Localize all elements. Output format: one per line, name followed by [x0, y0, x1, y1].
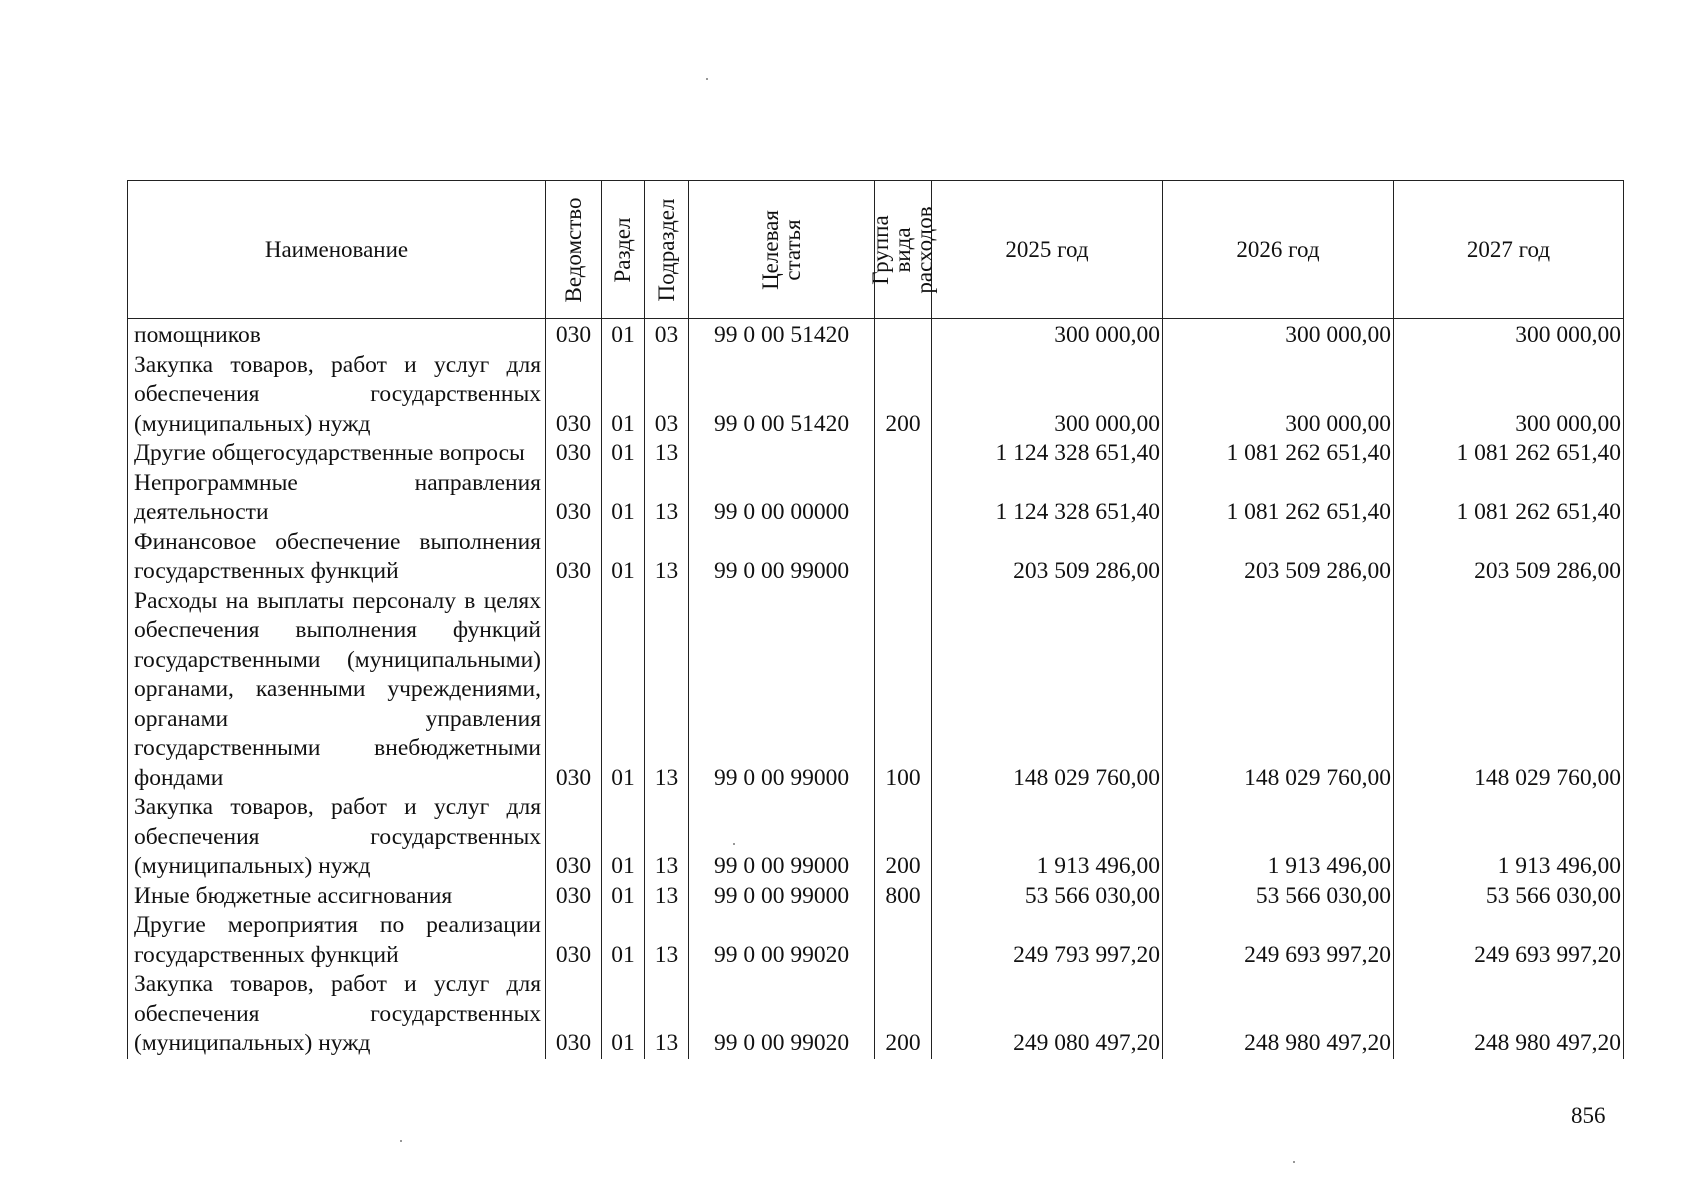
- cell-y2027: 203 509 286,00: [1394, 528, 1624, 587]
- cell-y2025: 148 029 760,00: [932, 587, 1163, 794]
- cell-cel: 99 0 00 99020: [689, 911, 875, 970]
- cell-y2026: 1 081 262 651,40: [1163, 439, 1394, 469]
- cell-name: помощников: [128, 319, 546, 351]
- cell-ved: 030: [546, 351, 602, 440]
- cell-cel: 99 0 00 00000: [689, 469, 875, 528]
- header-name: Наименование: [128, 181, 546, 319]
- cell-y2026: 1 913 496,00: [1163, 793, 1394, 882]
- cell-podr: 13: [645, 439, 689, 469]
- cell-y2026: 248 980 497,20: [1163, 970, 1394, 1059]
- cell-razd: 01: [602, 970, 645, 1059]
- cell-name: Закупка товаров, работ и услуг для обеспечения государственных (муниципальных) нужд: [128, 793, 546, 882]
- cell-grp: 100: [875, 587, 932, 794]
- table-row: [128, 469, 1624, 528]
- cell-ved: 030: [546, 911, 602, 970]
- cell-ved: 030: [546, 793, 602, 882]
- table-row: [128, 587, 1624, 794]
- cell-podr: 03: [645, 319, 689, 351]
- cell-podr: 13: [645, 587, 689, 794]
- cell-podr: 13: [645, 911, 689, 970]
- table-row: [128, 351, 1624, 440]
- cell-name: Другие общегосударственные вопросы: [128, 439, 546, 469]
- table-row: [128, 882, 1624, 912]
- cell-razd: 01: [602, 882, 645, 912]
- cell-cel: 99 0 00 51420: [689, 351, 875, 440]
- table-header-row: [128, 181, 1624, 319]
- page-number: 856: [1571, 1103, 1606, 1128]
- cell-grp: 200: [875, 970, 932, 1059]
- cell-ved: 030: [546, 882, 602, 912]
- cell-podr: 13: [645, 528, 689, 587]
- cell-y2025: 53 566 030,00: [932, 882, 1163, 912]
- cell-ved: 030: [546, 319, 602, 351]
- header-gruppa-vida-rashodov: Группа вида расходов: [875, 181, 932, 319]
- cell-razd: 01: [602, 911, 645, 970]
- table-row: [128, 970, 1624, 1059]
- header-podrazdel: Подраздел: [645, 181, 689, 319]
- cell-name: Закупка товаров, работ и услуг для обеспечения государственных (муниципальных) нужд: [128, 970, 546, 1059]
- cell-razd: 01: [602, 351, 645, 440]
- scan-speck: [733, 843, 735, 845]
- table-body: [128, 319, 1624, 1059]
- cell-name: Другие мероприятия по реализации государственных функций: [128, 911, 546, 970]
- cell-cel: 99 0 00 99000: [689, 587, 875, 794]
- cell-grp: [875, 439, 932, 469]
- cell-y2027: 249 693 997,20: [1394, 911, 1624, 970]
- budget-table: [127, 180, 1624, 1059]
- header-year-2026: 2026 год: [1163, 181, 1394, 319]
- cell-y2026: 148 029 760,00: [1163, 587, 1394, 794]
- cell-razd: 01: [602, 469, 645, 528]
- cell-name: Финансовое обеспечение выполнения государственных функций: [128, 528, 546, 587]
- cell-y2027: 1 081 262 651,40: [1394, 439, 1624, 469]
- scan-speck: [706, 78, 708, 80]
- cell-podr: 13: [645, 970, 689, 1059]
- cell-cel: 99 0 00 51420: [689, 319, 875, 351]
- cell-cel: 99 0 00 99020: [689, 970, 875, 1059]
- table-row: [128, 528, 1624, 587]
- cell-y2025: 1 124 328 651,40: [932, 469, 1163, 528]
- cell-y2026: 300 000,00: [1163, 319, 1394, 351]
- cell-y2025: 300 000,00: [932, 351, 1163, 440]
- budget-table-container: [127, 180, 1623, 1059]
- header-celevaya-statya: Целевая статья: [689, 181, 875, 319]
- cell-grp: [875, 528, 932, 587]
- cell-y2025: 249 080 497,20: [932, 970, 1163, 1059]
- cell-ved: 030: [546, 970, 602, 1059]
- cell-cel: 99 0 00 99000: [689, 793, 875, 882]
- cell-y2027: 53 566 030,00: [1394, 882, 1624, 912]
- cell-podr: 03: [645, 351, 689, 440]
- cell-grp: 800: [875, 882, 932, 912]
- table-row: [128, 793, 1624, 882]
- cell-podr: 13: [645, 469, 689, 528]
- cell-razd: 01: [602, 528, 645, 587]
- cell-y2027: 300 000,00: [1394, 351, 1624, 440]
- cell-y2027: 300 000,00: [1394, 319, 1624, 351]
- cell-razd: 01: [602, 319, 645, 351]
- cell-y2025: 203 509 286,00: [932, 528, 1163, 587]
- cell-y2027: 148 029 760,00: [1394, 587, 1624, 794]
- header-vedomstvo: Ведомство: [546, 181, 602, 319]
- cell-cel: 99 0 00 99000: [689, 528, 875, 587]
- cell-y2026: 203 509 286,00: [1163, 528, 1394, 587]
- cell-y2025: 1 913 496,00: [932, 793, 1163, 882]
- cell-ved: 030: [546, 469, 602, 528]
- cell-y2025: 300 000,00: [932, 319, 1163, 351]
- cell-cel: 99 0 00 99000: [689, 882, 875, 912]
- cell-grp: [875, 469, 932, 528]
- cell-name: Иные бюджетные ассигнования: [128, 882, 546, 912]
- scan-speck: [1293, 1161, 1295, 1163]
- cell-podr: 13: [645, 882, 689, 912]
- cell-y2027: 248 980 497,20: [1394, 970, 1624, 1059]
- cell-name: Расходы на выплаты персоналу в целях обеспечения выполнения функций государственными (муниципальными) органами, казенными учреждениями, органами управления государственными внебюджетными фондами: [128, 587, 546, 794]
- header-year-2025: 2025 год: [932, 181, 1163, 319]
- cell-podr: 13: [645, 793, 689, 882]
- cell-ved: 030: [546, 587, 602, 794]
- cell-y2026: 1 081 262 651,40: [1163, 469, 1394, 528]
- cell-razd: 01: [602, 587, 645, 794]
- header-year-2027: 2027 год: [1394, 181, 1624, 319]
- cell-grp: 200: [875, 793, 932, 882]
- cell-name: Закупка товаров, работ и услуг для обеспечения государственных (муниципальных) нужд: [128, 351, 546, 440]
- cell-grp: 200: [875, 351, 932, 440]
- cell-cel: [689, 439, 875, 469]
- table-row: [128, 319, 1624, 351]
- table-row: [128, 439, 1624, 469]
- cell-razd: 01: [602, 793, 645, 882]
- cell-y2026: 300 000,00: [1163, 351, 1394, 440]
- cell-y2026: 53 566 030,00: [1163, 882, 1394, 912]
- header-razdel: Раздел: [602, 181, 645, 319]
- cell-ved: 030: [546, 528, 602, 587]
- scan-speck: [400, 1140, 402, 1142]
- cell-grp: [875, 319, 932, 351]
- table-row: [128, 911, 1624, 970]
- cell-y2027: 1 081 262 651,40: [1394, 469, 1624, 528]
- cell-y2027: 1 913 496,00: [1394, 793, 1624, 882]
- cell-ved: 030: [546, 439, 602, 469]
- cell-y2025: 1 124 328 651,40: [932, 439, 1163, 469]
- cell-y2026: 249 693 997,20: [1163, 911, 1394, 970]
- cell-y2025: 249 793 997,20: [932, 911, 1163, 970]
- cell-name: Непрограммные направления деятельности: [128, 469, 546, 528]
- cell-razd: 01: [602, 439, 645, 469]
- cell-grp: [875, 911, 932, 970]
